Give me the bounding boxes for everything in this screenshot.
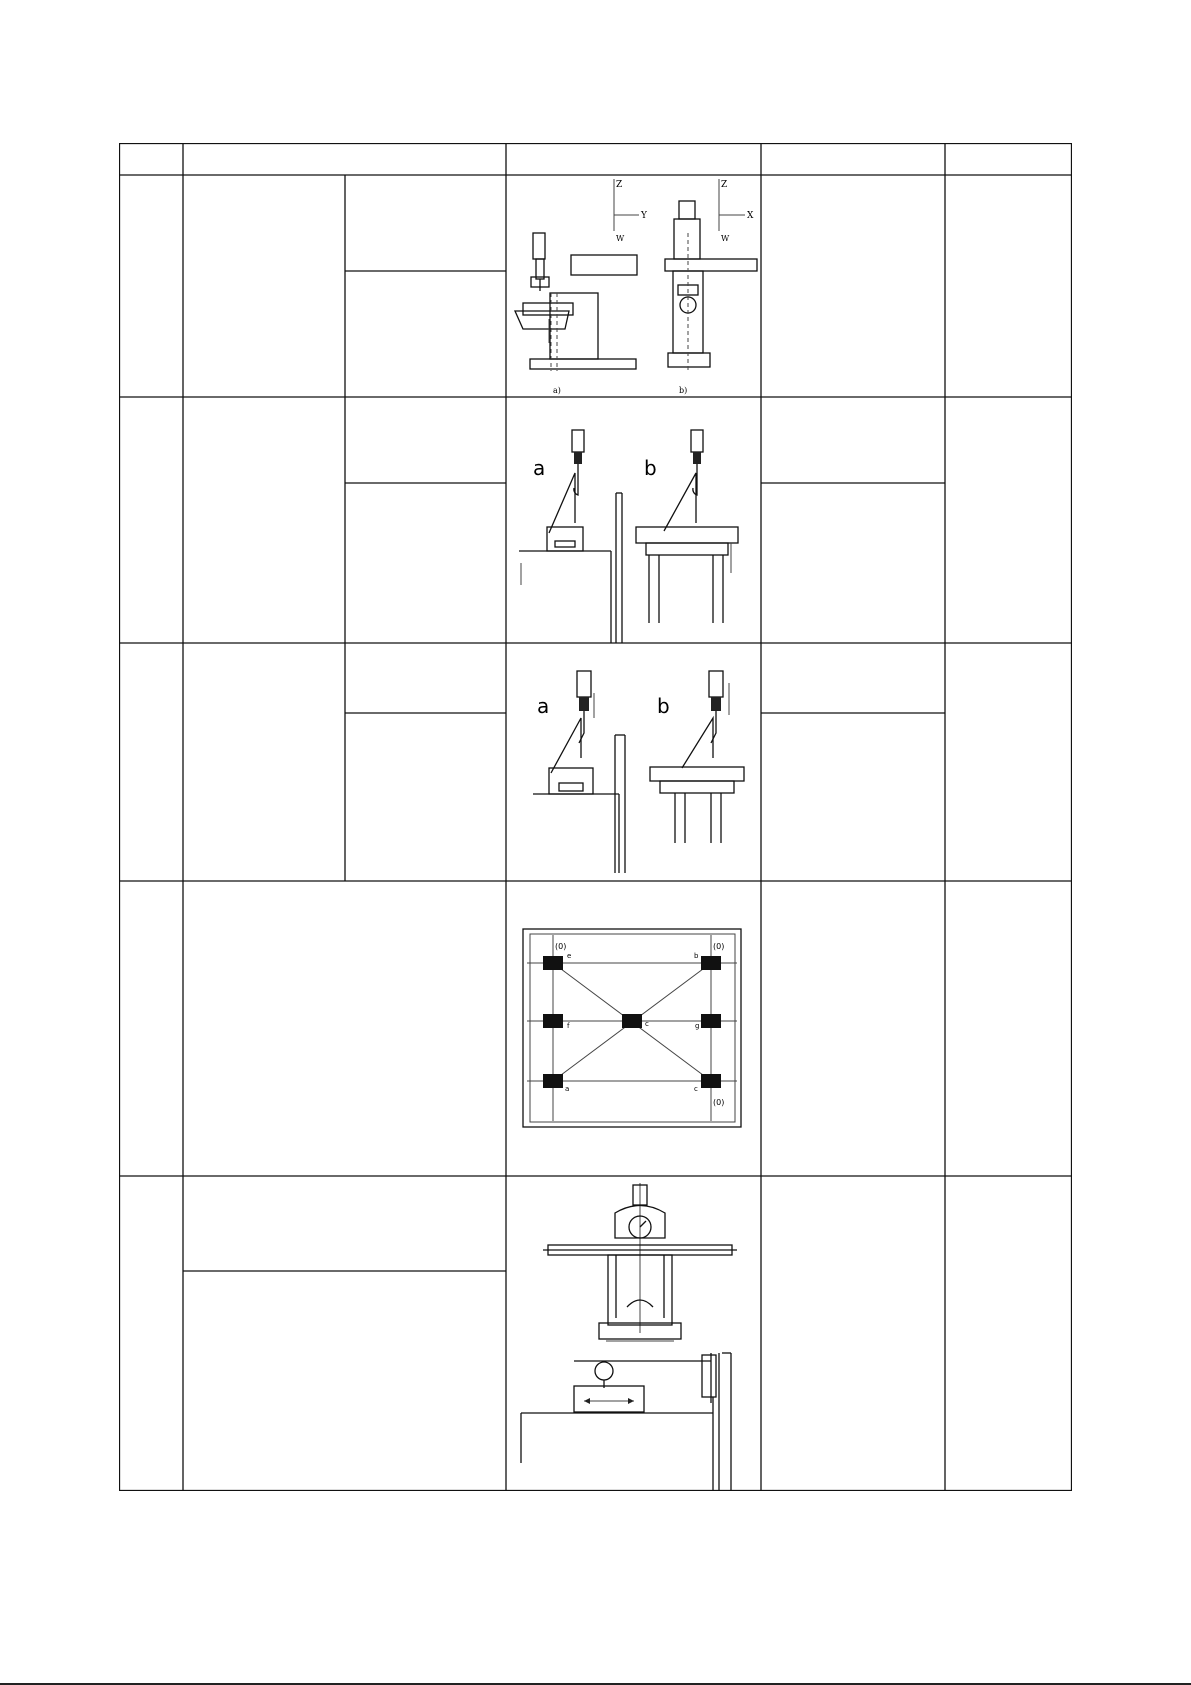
figure-dial-indicator [521, 1183, 737, 1491]
grid-label-g: g [695, 1022, 700, 1030]
grid-label-0c: (0) [713, 1098, 725, 1107]
caption-b: b) [679, 386, 688, 395]
axis-z-left: Z [616, 180, 623, 190]
figure-machine-views [515, 179, 757, 395]
grid-label-b: b [694, 952, 699, 960]
grid-label-a: a [565, 1085, 570, 1093]
figure-flatness-grid [523, 929, 741, 1127]
grid-label-e: e [567, 952, 572, 960]
axis-w-left: W [616, 234, 625, 243]
axis-y-left: Y [641, 211, 647, 221]
label-b-row2: b [644, 456, 657, 480]
grid-label-0b: (0) [713, 942, 725, 951]
table-grid [119, 143, 1072, 1491]
table-header-row [119, 143, 1072, 175]
grid-label-c-mid: c [645, 1020, 649, 1028]
label-b-row3: b [657, 694, 670, 718]
axis-w-right: W [721, 234, 730, 243]
caption-a: a) [553, 386, 561, 395]
inspection-table [119, 143, 1072, 1491]
figure-spindle-check-2 [533, 671, 744, 873]
axis-z-right: Z [721, 180, 728, 190]
grid-label-0a: (0) [555, 942, 567, 951]
figure-spindle-check-1 [519, 430, 738, 643]
grid-label-c: c [694, 1085, 698, 1093]
label-a-row3: a [537, 694, 550, 718]
axis-x-right: X [747, 211, 754, 221]
grid-label-f: f [567, 1022, 570, 1030]
label-a-row2: a [533, 456, 546, 480]
